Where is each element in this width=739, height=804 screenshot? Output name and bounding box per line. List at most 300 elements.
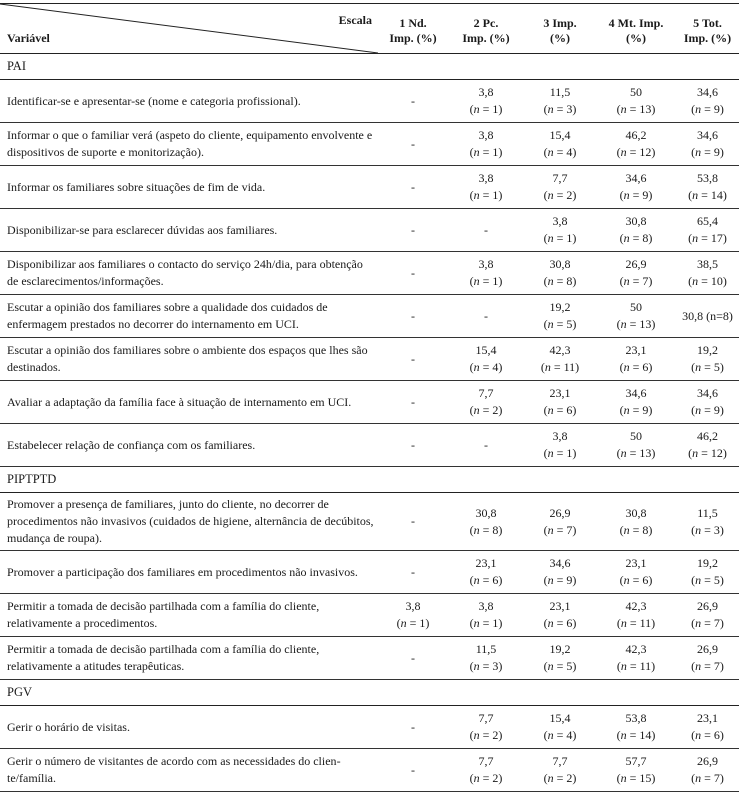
percent-value: 19,2	[697, 556, 718, 570]
value-cell	[596, 594, 676, 636]
count-value: (n = 2)	[543, 188, 577, 202]
percent-value: -	[411, 308, 415, 323]
count-value: (n = 5)	[691, 573, 724, 587]
value-cell	[596, 338, 676, 380]
value-cell	[676, 493, 739, 550]
row-description: Escutar a opinião dos familiares sobre a qualidade dos cuidados de enfermagem prestados no decorrer do internamento em UCI.	[7, 300, 328, 331]
count-number: 5	[713, 573, 720, 587]
escala-label: Escala	[338, 13, 372, 27]
value-cell	[596, 493, 676, 550]
count-number: 10	[710, 274, 723, 288]
count-number: 4	[492, 360, 499, 374]
count-number: 1	[492, 274, 499, 288]
value-cell	[676, 80, 739, 122]
count-value: (n = 11)	[540, 360, 580, 374]
count-number: 1	[492, 102, 499, 116]
count-value: (n = 12)	[616, 145, 656, 159]
percent-value: 3,8	[478, 171, 494, 185]
value-cell	[676, 252, 739, 294]
value-cell	[378, 123, 448, 165]
percent-value: 19,2	[697, 343, 718, 357]
count-value: (n = 4)	[543, 728, 577, 742]
value-cell	[676, 551, 739, 593]
count-number: 5	[566, 317, 573, 331]
percent-value: 19,2	[549, 642, 571, 656]
table-row	[0, 594, 739, 637]
percent-value: 30,8 (n=8)	[682, 308, 733, 323]
percent-value: 53,8	[625, 711, 647, 725]
row-description: Disponibilizar aos familiares o contacto do serviço 24h/dia, para obtenção de esclarecimentos/informações.	[7, 257, 363, 288]
count-number: 6	[642, 573, 649, 587]
value-cell	[596, 123, 676, 165]
count-number: 9	[566, 573, 573, 587]
count-number: 9	[713, 403, 720, 417]
column-header-2: 2 Pc. Imp. (%)	[462, 15, 510, 45]
percent-value: 3,8	[405, 599, 421, 613]
value-cell	[378, 166, 448, 208]
count-number: 13	[639, 317, 652, 331]
value-cell	[596, 551, 676, 593]
count-number: 17	[710, 231, 723, 245]
percent-value: 38,5	[697, 257, 718, 271]
value-cell	[524, 551, 596, 593]
header-variable-cell	[0, 4, 378, 53]
value-cell	[524, 166, 596, 208]
count-number: 7	[642, 274, 649, 288]
value-cell	[448, 749, 524, 791]
table-row	[0, 381, 739, 424]
percent-value: 34,6	[697, 128, 718, 142]
percent-value: -	[411, 719, 415, 734]
count-value: (n = 10)	[688, 274, 727, 288]
count-number: 9	[642, 188, 649, 202]
count-number: 9	[713, 145, 720, 159]
percent-value: 23,1	[625, 556, 647, 570]
count-number: 3	[492, 659, 499, 673]
value-cell	[524, 594, 596, 636]
percent-value: 50	[630, 429, 642, 443]
percent-value: 7,7	[478, 754, 494, 768]
count-value: (n = 1)	[469, 102, 503, 116]
value-cell	[378, 706, 448, 748]
percent-value: 11,5	[697, 505, 718, 520]
percent-value: 57,7	[625, 754, 647, 768]
value-cell	[524, 209, 596, 251]
percent-value: 26,9	[625, 257, 647, 271]
count-value: (n = 1)	[543, 231, 577, 245]
percent-value: 34,6	[549, 556, 571, 570]
count-value: (n = 8)	[543, 274, 577, 288]
count-value: (n = 6)	[619, 360, 653, 374]
row-description: Avaliar a adaptação da família face à situação de internamento em UCI.	[7, 394, 352, 409]
count-value: (n = 1)	[469, 188, 503, 202]
percent-value: 30,8	[625, 505, 647, 520]
count-number: 2	[492, 403, 499, 417]
count-value: (n = 8)	[469, 522, 503, 537]
value-cell	[378, 381, 448, 423]
percent-value: 3,8	[552, 214, 568, 228]
percent-value: 19,2	[549, 300, 571, 314]
column-header-5: 5 Tot. Imp. (%)	[683, 15, 732, 45]
percent-value: 15,4	[549, 711, 571, 725]
percent-value: -	[484, 222, 488, 237]
value-cell	[596, 80, 676, 122]
count-number: 14	[710, 188, 723, 202]
count-number: 2	[492, 771, 499, 785]
percent-value: -	[411, 222, 415, 237]
count-value: (n = 13)	[616, 317, 656, 331]
percent-value: 7,7	[478, 386, 494, 400]
count-number: 11	[639, 659, 652, 673]
value-cell	[378, 749, 448, 791]
row-description: Estabelecer relação de confiança com os familiares.	[7, 437, 256, 452]
value-cell	[676, 209, 739, 251]
count-value: (n = 4)	[469, 360, 503, 374]
column-header-1: 1 Nd. Imp. (%)	[389, 15, 437, 45]
count-number: 7	[713, 659, 720, 673]
count-number: 11	[563, 360, 576, 374]
count-value: (n = 2)	[469, 771, 503, 785]
percent-value: 11,5	[475, 642, 497, 656]
table-header	[0, 4, 739, 54]
value-cell	[676, 295, 739, 337]
percent-value: -	[411, 762, 415, 777]
count-number: 8	[642, 522, 649, 537]
value-cell	[676, 424, 739, 466]
count-number: 6	[566, 616, 573, 630]
value-cell	[378, 80, 448, 122]
value-cell	[596, 637, 676, 679]
table-row	[0, 209, 739, 252]
value-cell	[524, 123, 596, 165]
percent-value: 3,8	[478, 85, 494, 99]
row-description: Promover a presença de familiares, junto do cliente, no decorrer de procedimentos não invasivos (cuidados de higiene, alternância de decúbitos, mudança de roupa).	[7, 497, 374, 545]
count-value: (n = 6)	[543, 403, 577, 417]
count-number: 14	[639, 728, 652, 742]
percent-value: 30,8	[475, 505, 497, 520]
percent-value: 30,8	[625, 214, 647, 228]
row-description: Informar o que o familiar verá (aspeto do cliente, equipamento envolvente e dispositivos de suporte e monitorização).	[7, 128, 373, 159]
percent-value: 46,2	[697, 429, 718, 443]
count-value: (n = 12)	[688, 446, 727, 460]
count-number: 7	[713, 616, 720, 630]
count-value: (n = 9)	[543, 573, 577, 587]
value-cell	[448, 123, 524, 165]
column-header-3: 3 Imp. (%)	[543, 15, 577, 45]
variavel-label: Variável	[7, 31, 50, 45]
value-cell	[524, 338, 596, 380]
count-number: 1	[566, 231, 573, 245]
value-cell	[676, 123, 739, 165]
count-number: 1	[419, 616, 426, 630]
value-cell	[596, 706, 676, 748]
percent-value: -	[411, 179, 415, 194]
count-number: 9	[642, 403, 649, 417]
row-description: Permitir a tomada de decisão partilhada com a família do cliente, relativamente a atitudes terapêuticas.	[7, 642, 320, 673]
count-value: (n = 5)	[543, 317, 577, 331]
percent-value: -	[484, 308, 488, 323]
table-row	[0, 551, 739, 594]
percent-value: 42,3	[625, 599, 647, 613]
count-number: 6	[492, 573, 499, 587]
count-number: 4	[566, 728, 573, 742]
percent-value: 42,3	[625, 642, 647, 656]
value-cell	[448, 424, 524, 466]
value-cell	[676, 706, 739, 748]
percent-value: 23,1	[549, 599, 571, 613]
percent-value: -	[411, 93, 415, 108]
count-number: 1	[566, 446, 573, 460]
percent-value: 50	[630, 300, 642, 314]
count-number: 1	[492, 145, 499, 159]
count-value: (n = 14)	[688, 188, 727, 202]
count-value: (n = 9)	[691, 102, 724, 116]
percent-value: 26,9	[549, 505, 571, 520]
table-body	[0, 54, 739, 792]
count-value: (n = 14)	[616, 728, 656, 742]
table-row	[0, 166, 739, 209]
count-value: (n = 9)	[619, 403, 653, 417]
count-value: (n = 11)	[616, 659, 656, 673]
count-number: 7	[713, 771, 720, 785]
count-number: 3	[713, 522, 720, 537]
count-number: 6	[566, 403, 573, 417]
count-value: (n = 9)	[619, 188, 653, 202]
count-value: (n = 5)	[691, 360, 724, 374]
count-number: 6	[713, 728, 720, 742]
percent-value: 15,4	[475, 343, 497, 357]
value-cell	[448, 295, 524, 337]
value-cell	[676, 637, 739, 679]
count-number: 7	[566, 522, 573, 537]
count-value: (n = 13)	[616, 446, 656, 460]
table-row	[0, 706, 739, 749]
value-cell	[378, 209, 448, 251]
count-value: (n = 13)	[616, 102, 656, 116]
count-value: (n = 3)	[691, 522, 724, 537]
count-number: 5	[566, 659, 573, 673]
count-number: 12	[639, 145, 652, 159]
count-number: 13	[639, 102, 652, 116]
count-value: (n = 3)	[543, 102, 577, 116]
count-value: (n = 2)	[543, 771, 577, 785]
value-cell	[524, 80, 596, 122]
count-value: (n = 1)	[469, 616, 503, 630]
count-number: 8	[642, 231, 649, 245]
value-cell	[448, 338, 524, 380]
count-value: (n = 7)	[691, 771, 724, 785]
count-number: 2	[566, 771, 573, 785]
likert-table	[0, 3, 739, 792]
count-value: (n = 15)	[616, 771, 656, 785]
count-value: (n = 2)	[469, 728, 503, 742]
table-row	[0, 493, 739, 551]
percent-value: 23,1	[549, 386, 571, 400]
count-number: 15	[639, 771, 652, 785]
count-value: (n = 6)	[619, 573, 653, 587]
value-cell	[448, 706, 524, 748]
table-row	[0, 749, 739, 792]
count-value: (n = 1)	[469, 145, 503, 159]
count-number: 8	[492, 522, 499, 537]
table-row	[0, 424, 739, 467]
count-value: (n = 1)	[543, 446, 577, 460]
count-value: (n = 1)	[396, 616, 430, 630]
percent-value: 26,9	[697, 642, 718, 656]
count-value: (n = 17)	[688, 231, 727, 245]
percent-value: -	[411, 351, 415, 366]
value-cell	[596, 424, 676, 466]
percent-value: -	[484, 437, 488, 452]
count-value: (n = 7)	[691, 659, 724, 673]
value-cell	[448, 637, 524, 679]
percent-value: 11,5	[549, 85, 571, 99]
count-value: (n = 4)	[543, 145, 577, 159]
percent-value: 23,1	[475, 556, 497, 570]
percent-value: 15,4	[549, 128, 571, 142]
percent-value: 3,8	[478, 257, 494, 271]
percent-value: -	[411, 514, 415, 528]
count-number: 5	[713, 360, 720, 374]
value-cell	[448, 209, 524, 251]
table-row	[0, 637, 739, 680]
percent-value: -	[411, 394, 415, 409]
value-cell	[378, 594, 448, 636]
percent-value: 26,9	[697, 754, 718, 768]
count-value: (n = 9)	[691, 403, 724, 417]
value-cell	[524, 252, 596, 294]
percent-value: 7,7	[552, 171, 568, 185]
percent-value: -	[411, 136, 415, 151]
diagonal-divider	[0, 4, 378, 53]
value-cell	[524, 295, 596, 337]
count-number: 1	[492, 188, 499, 202]
count-value: (n = 11)	[616, 616, 656, 630]
count-value: (n = 8)	[619, 231, 653, 245]
count-value: (n = 7)	[619, 274, 653, 288]
value-cell	[448, 166, 524, 208]
row-description: Disponibilizar-se para esclarecer dúvidas aos familiares.	[7, 222, 278, 237]
count-value: (n = 6)	[469, 573, 503, 587]
value-cell	[596, 749, 676, 791]
value-cell	[524, 637, 596, 679]
value-cell	[378, 551, 448, 593]
count-value: (n = 3)	[469, 659, 503, 673]
percent-value: 50	[630, 85, 642, 99]
row-description: Identificar-se e apresentar-se (nome e categoria profissional).	[7, 93, 301, 108]
value-cell	[378, 424, 448, 466]
value-cell	[524, 749, 596, 791]
percent-value: 7,7	[478, 711, 494, 725]
count-value: (n = 5)	[543, 659, 577, 673]
value-cell	[448, 252, 524, 294]
value-cell	[596, 381, 676, 423]
value-cell	[596, 252, 676, 294]
row-description: Informar os familiares sobre situações de fim de vida.	[7, 179, 266, 194]
row-description: Promover a participação dos familiares em procedimentos não invasivos.	[7, 564, 358, 579]
row-description: Gerir o número de visitantes de acordo com as necessidades do cliente/família.	[7, 754, 341, 785]
count-number: 2	[566, 188, 573, 202]
percent-value: 34,6	[625, 386, 647, 400]
percent-value: 65,4	[697, 214, 718, 228]
value-cell	[448, 551, 524, 593]
percent-value: 34,6	[625, 171, 647, 185]
count-value: (n = 6)	[691, 728, 724, 742]
value-cell	[448, 381, 524, 423]
section-header: PGV	[0, 680, 739, 706]
count-value: (n = 2)	[469, 403, 503, 417]
percent-value: 46,2	[625, 128, 647, 142]
count-number: 4	[566, 145, 573, 159]
value-cell	[448, 80, 524, 122]
section-header: PAI	[0, 54, 739, 80]
value-cell	[378, 252, 448, 294]
row-description: Permitir a tomada de decisão partilhada com a família do cliente, relativamente a procedimentos.	[7, 599, 320, 630]
table-row	[0, 123, 739, 166]
percent-value: 26,9	[697, 599, 718, 613]
percent-value: 53,8	[697, 171, 718, 185]
table-row	[0, 295, 739, 338]
percent-value: 34,6	[697, 85, 718, 99]
value-cell	[596, 295, 676, 337]
count-number: 2	[492, 728, 499, 742]
table-row	[0, 252, 739, 295]
value-cell	[378, 295, 448, 337]
percent-value: -	[411, 650, 415, 665]
count-value: (n = 7)	[691, 616, 724, 630]
percent-value: 3,8	[478, 599, 494, 613]
value-cell	[676, 749, 739, 791]
count-number: 11	[639, 616, 652, 630]
percent-value: 7,7	[552, 754, 568, 768]
percent-value: 34,6	[697, 386, 718, 400]
value-cell	[448, 594, 524, 636]
count-number: 8	[566, 274, 573, 288]
value-cell	[378, 637, 448, 679]
value-cell	[596, 166, 676, 208]
count-number: 3	[566, 102, 573, 116]
value-cell	[676, 166, 739, 208]
count-value: (n = 6)	[543, 616, 577, 630]
value-cell	[524, 424, 596, 466]
value-cell	[676, 594, 739, 636]
table-row	[0, 80, 739, 123]
percent-value: 3,8	[552, 429, 568, 443]
count-number: 13	[639, 446, 652, 460]
section-header: PIPTPTD	[0, 467, 739, 493]
value-cell	[524, 706, 596, 748]
table-row	[0, 338, 739, 381]
count-number: 9	[713, 102, 720, 116]
percent-value: 30,8	[549, 257, 571, 271]
percent-value: 3,8	[478, 128, 494, 142]
count-value: (n = 1)	[469, 274, 503, 288]
count-number: 1	[492, 616, 499, 630]
count-value: (n = 7)	[543, 522, 577, 537]
value-cell	[378, 493, 448, 550]
count-number: 12	[710, 446, 723, 460]
percent-value: -	[411, 564, 415, 579]
percent-value: -	[411, 437, 415, 452]
percent-value: 42,3	[549, 343, 571, 357]
count-value: (n = 8)	[619, 522, 653, 537]
value-cell	[448, 493, 524, 550]
value-cell	[676, 338, 739, 380]
value-cell	[596, 209, 676, 251]
percent-value: -	[411, 265, 415, 280]
row-description: Gerir o horário de visitas.	[7, 719, 130, 734]
value-cell	[524, 381, 596, 423]
